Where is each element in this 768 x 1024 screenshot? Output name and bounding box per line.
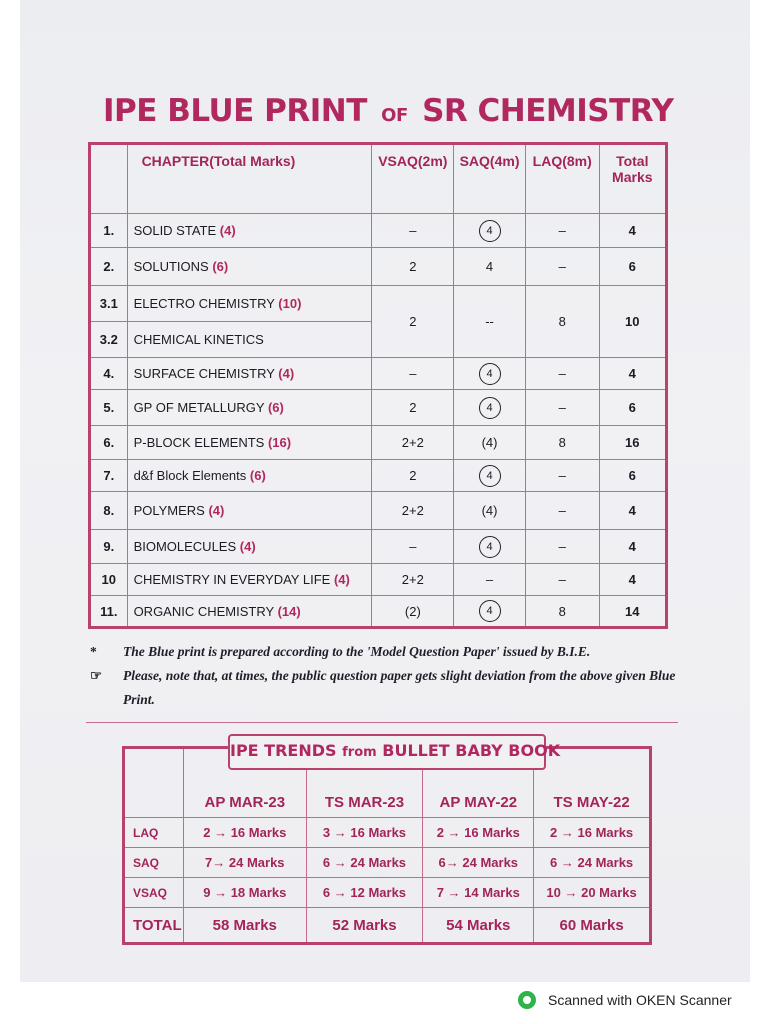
vsaq-cell: – [372,530,454,564]
vsaq-cell: (2) [372,596,454,628]
vsaq-cell: 2+2 [372,492,454,530]
trends-cell: 2 → 16 Marks [183,818,306,848]
saq-value: 4 [485,259,494,274]
chapter-marks: (4) [239,539,256,554]
row-number: 5. [90,390,128,426]
blueprint-body [90,214,667,628]
trends-cell: 6 → 24 Marks [534,848,651,878]
blueprint-row [90,286,667,322]
saq-value: (4) [481,435,498,450]
laq-cell: 8 [525,426,599,460]
divider [86,722,678,723]
note-text: Please, note that, at times, the public question paper gets slight deviation from the above given Blue Print. [123,668,676,707]
vsaq-cell: 2 [372,286,454,358]
row-number: 10 [90,564,128,596]
total-cell: 6 [599,460,666,492]
laq-header: LAQ(8m) [525,144,599,214]
row-number: 7. [90,460,128,492]
saq-cell [454,460,526,492]
vsaq-cell: – [372,214,454,248]
total-cell: 6 [599,248,666,286]
vsaq-cell: – [372,358,454,390]
blueprint-row [90,492,667,530]
trends-cell: 58 Marks [183,908,306,944]
trends-col-header: TS MAY-22 [534,748,651,818]
trends-cell: 7→ 24 Marks [183,848,306,878]
pointing-hand-icon: ☞ [90,668,103,683]
note-item [90,664,690,712]
page-title [103,92,674,135]
num-header [90,144,128,214]
laq-cell: – [525,390,599,426]
trends-table [122,746,652,945]
chapter-marks: (16) [267,435,292,450]
row-number: 3.1 [90,286,128,322]
trends-cell: 2 → 16 Marks [423,818,534,848]
laq-cell: – [525,492,599,530]
trends-cell: 54 Marks [423,908,534,944]
chapter-cell [127,596,372,628]
chapter-marks: (4) [333,572,350,587]
chapter-name: P-BLOCK ELEMENTS [133,435,265,450]
vsaq-cell: 2 [372,460,454,492]
chapter-cell [127,214,372,248]
circled-value: 4 [479,220,501,242]
chapter-name: SURFACE CHEMISTRY [133,366,275,381]
trends-row [124,878,651,908]
blueprint-table [88,142,668,629]
saq-cell [454,214,526,248]
laq-cell: – [525,358,599,390]
blueprint-row [90,390,667,426]
trends-cell: 2 → 16 Marks [534,818,651,848]
chapter-name: SOLID STATE [133,223,217,238]
scanner-footer [518,991,732,1009]
note-text: The Blue print is prepared according to the 'Model Question Paper' issued by B.I.E. [123,644,591,659]
total-cell: 14 [599,596,666,628]
total-cell: 16 [599,426,666,460]
chapter-marks: (6) [212,259,229,274]
chapter-marks: (4) [278,366,295,381]
trends-row [124,908,651,944]
chapter-cell [127,564,372,596]
circled-value: 4 [479,465,501,487]
saq-cell [454,358,526,390]
circled-value: 4 [479,363,501,385]
trends-corner [124,748,184,818]
vsaq-cell: 2+2 [372,564,454,596]
row-number: 11. [90,596,128,628]
trends-cell: 6 → 24 Marks [306,848,423,878]
row-number: 6. [90,426,128,460]
trends-row [124,818,651,848]
title-of: OF [381,105,408,126]
blueprint-row [90,596,667,628]
chapter-marks: (6) [267,400,284,415]
chapter-marks: (4) [219,223,236,238]
trends-cell: 60 Marks [534,908,651,944]
laq-cell: – [525,530,599,564]
row-number: 8. [90,492,128,530]
saq-cell [454,248,526,286]
chapter-cell [127,286,372,322]
asterisk-icon: * [90,644,97,659]
chapter-name: POLYMERS [133,503,205,518]
trends-title-b: BULLET BABY BOOK [382,741,561,760]
saq-cell [454,492,526,530]
chapter-marks: (10) [278,296,302,311]
circled-value: 4 [479,536,501,558]
saq-cell [454,426,526,460]
row-number: 2. [90,248,128,286]
total-cell: 10 [599,286,666,358]
chapter-cell [127,358,372,390]
footer-text: Scanned with OKEN Scanner [548,992,732,1008]
trends-row-label: SAQ [124,848,184,878]
chapter-cell [127,322,372,358]
chapter-marks: (6) [249,468,266,483]
chapter-marks: (14) [277,603,301,619]
laq-cell: – [525,564,599,596]
laq-cell: 8 [525,286,599,358]
chapter-cell [127,426,372,460]
chapter-cell [127,530,372,564]
trends-body [124,818,651,944]
chapter-cell [127,460,372,492]
chapter-name: SOLUTIONS [133,259,209,274]
oken-scanner-logo-icon [518,991,536,1009]
trends-cell: 6→ 24 Marks [423,848,534,878]
chapter-name: CHEMISTRY IN EVERYDAY LIFE [133,572,331,587]
saq-value: (4) [481,503,498,518]
circled-value: 4 [479,397,501,419]
trends-cell: 52 Marks [306,908,423,944]
chapter-name: ELECTRO CHEMISTRY [133,296,275,311]
trends-col-header: AP MAR-23 [183,748,306,818]
trends-cell: 6 → 12 Marks [306,878,423,908]
title-right: SR CHEMISTRY [422,93,674,129]
saq-header: SAQ(4m) [454,144,526,214]
blueprint-row [90,530,667,564]
saq-value: – [485,572,494,587]
laq-cell: 8 [525,596,599,628]
chapter-cell [127,248,372,286]
saq-cell [454,596,526,628]
trends-cell: 10 → 20 Marks [534,878,651,908]
trends-row [124,848,651,878]
blueprint-row [90,358,667,390]
chapter-name: ORGANIC CHEMISTRY [133,603,274,619]
row-number: 1. [90,214,128,248]
blueprint-row [90,248,667,286]
chapter-marks: (4) [208,503,225,518]
blueprint-row [90,460,667,492]
total-cell: 4 [599,564,666,596]
blueprint-header-row [90,144,667,214]
total-cell: 4 [599,358,666,390]
row-number: 4. [90,358,128,390]
total-cell: 4 [599,214,666,248]
saq-cell [454,530,526,564]
trends-cell: 3 → 16 Marks [306,818,423,848]
note-item [90,640,690,664]
chapter-name: CHEMICAL KINETICS [133,332,264,347]
trends-title-a: IPE TRENDS [230,741,337,760]
saq-cell [454,390,526,426]
saq-cell [454,564,526,596]
trends-cell: 9 → 18 Marks [183,878,306,908]
chapter-cell [127,492,372,530]
vsaq-cell: 2 [372,390,454,426]
chapter-name: d&f Block Elements [133,468,247,483]
row-number: 9. [90,530,128,564]
row-number: 3.2 [90,322,128,358]
circled-value: 4 [479,600,501,622]
trends-row-label: LAQ [124,818,184,848]
title-left: IPE BLUE PRINT [103,93,367,129]
chapter-header: CHAPTER(Total Marks) [127,144,372,214]
notes [90,640,690,712]
laq-cell: – [525,214,599,248]
trends-row-label: VSAQ [124,878,184,908]
vsaq-cell: 2 [372,248,454,286]
blueprint-row [90,214,667,248]
chapter-name: GP OF METALLURGY [133,400,265,415]
trends-title-from: from [342,745,377,760]
trends-col-header: AP MAY-22 [423,748,534,818]
vsaq-header: VSAQ(2m) [372,144,454,214]
trends-title [228,734,561,770]
chapter-cell [127,390,372,426]
trends-cell: 7 → 14 Marks [423,878,534,908]
total-header: Total Marks [599,144,666,214]
laq-cell: – [525,460,599,492]
blueprint-row [90,564,667,596]
vsaq-cell: 2+2 [372,426,454,460]
chapter-name: BIOMOLECULES [133,539,237,554]
trends-row-label: TOTAL [124,908,184,944]
saq-cell: -- [454,286,526,358]
blueprint-row [90,426,667,460]
laq-cell: – [525,248,599,286]
trends-col-header: TS MAR-23 [306,748,423,818]
total-cell: 4 [599,530,666,564]
total-cell: 6 [599,390,666,426]
total-cell: 4 [599,492,666,530]
